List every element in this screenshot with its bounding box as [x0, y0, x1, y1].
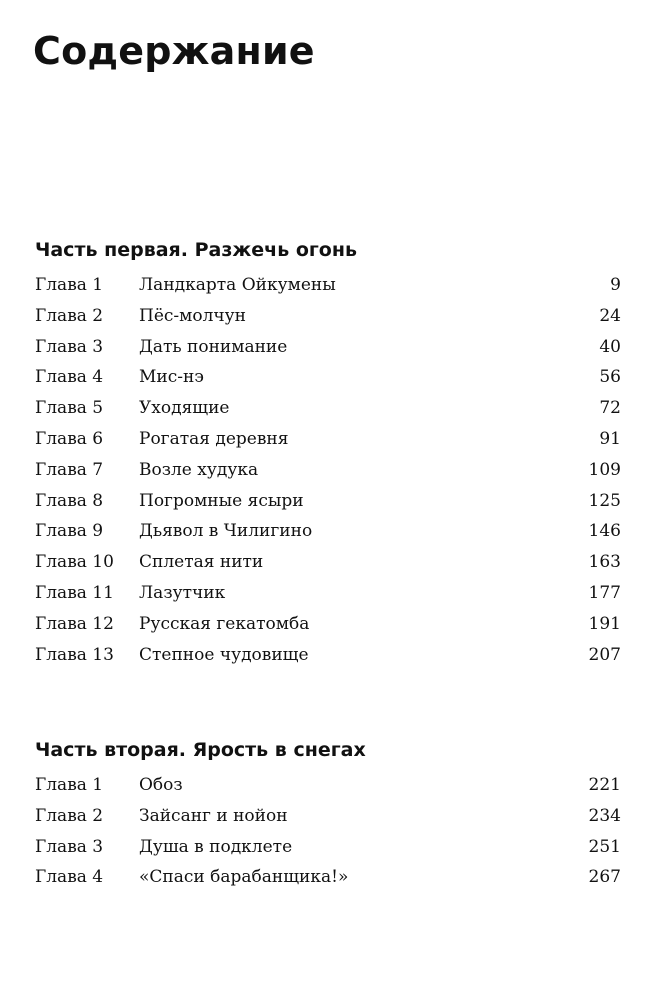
page-number: 146 [588, 521, 621, 542]
toc-entry [35, 801, 621, 832]
toc-entry [35, 424, 621, 455]
page-number: 234 [588, 805, 621, 826]
chapter-title: Возле худука [139, 459, 259, 480]
chapter-title: Обоз [139, 775, 183, 795]
page-number: 9 [610, 275, 621, 295]
toc-entry [35, 516, 621, 547]
page-number: 267 [588, 867, 621, 888]
chapter-title: Лазутчик [139, 582, 226, 603]
chapter-number: Глава 6 [35, 428, 104, 449]
page-number: 221 [588, 775, 621, 795]
toc-entry [35, 455, 621, 486]
chapter-number: Глава 4 [35, 367, 104, 388]
part-heading: Часть вторая. Ярость в снегах [35, 739, 366, 761]
chapter-title: Пёс-молчун [139, 305, 246, 326]
toc-entry [35, 301, 621, 332]
toc-part-1 [35, 237, 621, 670]
page-title: Содержание [33, 29, 315, 73]
toc-entry [35, 640, 621, 671]
toc-entry [35, 332, 621, 363]
chapter-title: «Спаси барабанщика!» [139, 867, 349, 888]
chapter-number: Глава 2 [35, 805, 104, 826]
page-number: 177 [588, 582, 621, 603]
chapter-title: Уходящие [139, 398, 230, 419]
chapter-number: Глава 9 [35, 521, 104, 542]
chapter-number: Глава 1 [35, 775, 104, 795]
chapter-number: Глава 5 [35, 398, 104, 419]
page-number: 72 [599, 398, 621, 419]
part-heading: Часть первая. Разжечь огонь [35, 239, 357, 261]
chapter-list [35, 770, 621, 893]
chapter-title: Мис-нэ [139, 367, 204, 388]
chapter-number: Глава 3 [35, 336, 104, 357]
chapter-number: Глава 2 [35, 305, 104, 326]
toc-entry [35, 547, 621, 578]
chapter-number: Глава 4 [35, 867, 104, 888]
page-number: 251 [588, 836, 621, 857]
chapter-title: Зайсанг и нойон [139, 805, 288, 826]
toc-entry [35, 393, 621, 424]
toc-entry [35, 362, 621, 393]
chapter-number: Глава 11 [35, 582, 114, 603]
chapter-number: Глава 12 [35, 613, 114, 634]
toc-entry [35, 578, 621, 609]
chapter-number: Глава 1 [35, 275, 104, 295]
chapter-number: Глава 10 [35, 552, 114, 573]
page-number: 109 [588, 459, 621, 480]
toc-part-2 [35, 737, 621, 893]
toc-entry [35, 832, 621, 863]
chapter-list [35, 270, 621, 670]
page-number: 191 [588, 613, 621, 634]
page-number: 163 [588, 552, 621, 573]
chapter-number: Глава 13 [35, 644, 114, 665]
chapter-title: Сплетая нити [139, 552, 264, 573]
page-number: 91 [599, 428, 621, 449]
chapter-title: Степное чудовище [139, 644, 309, 665]
page-number: 56 [599, 367, 621, 388]
page-number: 40 [599, 336, 621, 357]
chapter-title: Русская гекатомба [139, 613, 310, 634]
toc-entry [35, 486, 621, 517]
page-number: 207 [588, 644, 621, 665]
chapter-number: Глава 7 [35, 459, 104, 480]
chapter-title: Душа в подклете [139, 836, 293, 857]
chapter-number: Глава 3 [35, 836, 104, 857]
chapter-title: Дьявол в Чилигино [139, 521, 313, 542]
toc-entry [35, 862, 621, 893]
toc-entry [35, 770, 621, 801]
toc-entry [35, 270, 621, 301]
page-number: 125 [588, 490, 621, 511]
chapter-title: Рогатая деревня [139, 428, 289, 449]
chapter-title: Погромные ясыри [139, 490, 304, 511]
chapter-title: Дать понимание [139, 336, 288, 357]
page-number: 24 [599, 305, 621, 326]
chapter-title: Ландкарта Ойкумены [139, 275, 336, 295]
toc-entry [35, 609, 621, 640]
chapter-number: Глава 8 [35, 490, 104, 511]
